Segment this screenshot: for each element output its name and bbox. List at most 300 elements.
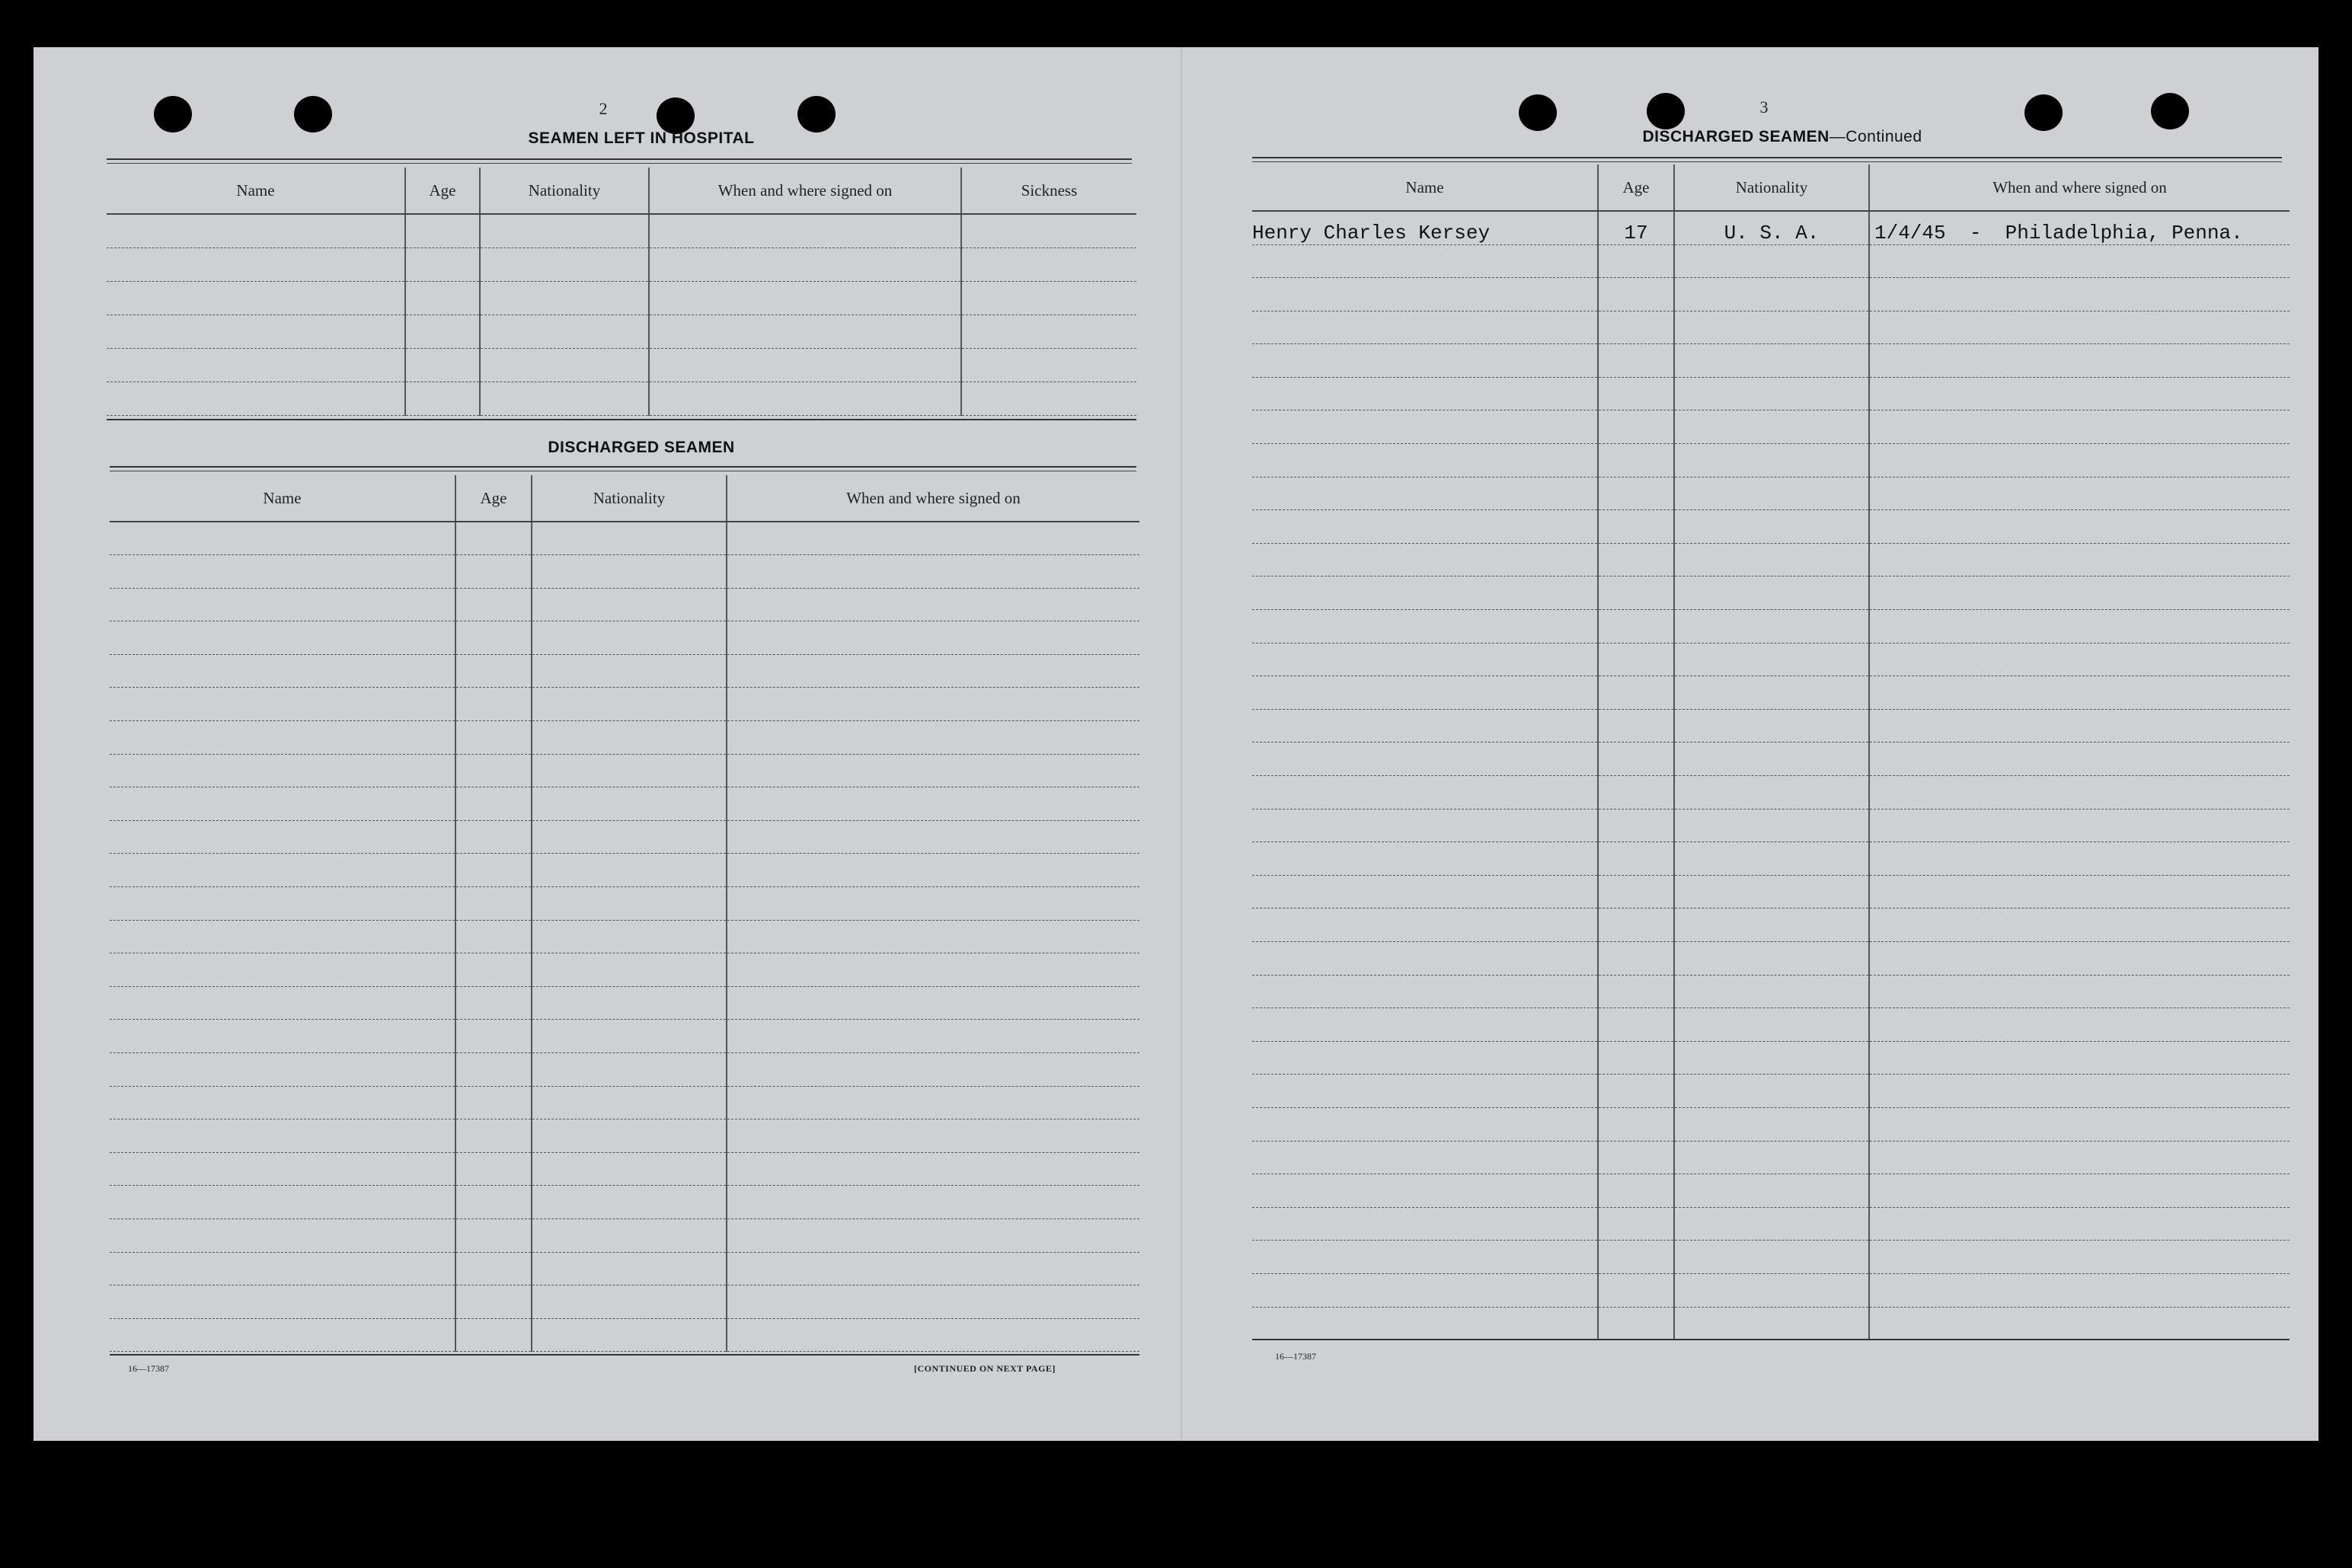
table-row	[1252, 1174, 2290, 1208]
table-cell	[110, 621, 455, 655]
table-cell	[1674, 941, 1869, 975]
table-cell	[1598, 477, 1674, 510]
punch-hole	[1519, 94, 1557, 131]
table-cell	[1674, 1141, 1869, 1174]
table-cell	[1869, 543, 2290, 576]
table-row	[110, 820, 1139, 854]
table-cell	[110, 1285, 455, 1319]
table-row	[1252, 1141, 2290, 1174]
table-cell	[405, 348, 480, 382]
entry-nationality: U. S. A.	[1674, 211, 1869, 244]
table-cell	[649, 247, 961, 281]
punch-hole	[797, 96, 836, 133]
table-cell	[1598, 244, 1674, 278]
table-cell	[1869, 975, 2290, 1008]
table-cell	[1598, 1141, 1674, 1174]
table-cell	[1674, 709, 1869, 742]
table-cell	[1252, 1241, 1598, 1274]
table-cell	[1674, 311, 1869, 344]
table-cell	[1674, 610, 1869, 643]
table-cell	[532, 1119, 727, 1153]
table-row	[110, 920, 1139, 953]
table-cell	[455, 1086, 532, 1119]
table-cell	[1598, 1273, 1674, 1307]
table-row	[1252, 211, 2290, 244]
table-cell	[1598, 444, 1674, 477]
table-cell	[532, 787, 727, 821]
table-row	[1252, 742, 2290, 776]
table-cell	[1674, 244, 1869, 278]
table-cell	[532, 887, 727, 921]
table-row	[110, 1020, 1139, 1053]
table-cell	[1869, 278, 2290, 311]
table-cell	[1674, 477, 1869, 510]
table-cell	[1869, 1241, 2290, 1274]
table-cell	[1252, 776, 1598, 810]
table-row	[1252, 1307, 2290, 1340]
discharged-bottom-rule	[110, 1354, 1139, 1356]
table-row	[1252, 1075, 2290, 1108]
table-cell	[1598, 1207, 1674, 1241]
table-cell	[110, 787, 455, 821]
table-row	[1252, 1273, 2290, 1307]
table-cell	[480, 247, 649, 281]
hospital-table	[107, 168, 1136, 416]
table-cell	[532, 953, 727, 987]
table-cell	[1674, 909, 1869, 942]
table-cell	[727, 1020, 1139, 1053]
table-cell	[1252, 1141, 1598, 1174]
table-cell	[1598, 1075, 1674, 1108]
table-cell	[1869, 842, 2290, 876]
table-cell	[1252, 410, 1598, 444]
page-fold	[1181, 47, 1182, 1441]
table-cell	[532, 1285, 727, 1319]
form-number-right: 16—17387	[1275, 1351, 1316, 1362]
punch-hole	[2151, 93, 2189, 129]
table-cell	[455, 721, 532, 755]
table-cell	[649, 348, 961, 382]
table-cell	[455, 688, 532, 721]
table-cell	[1869, 311, 2290, 344]
table-cell	[1674, 676, 1869, 710]
table-cell	[532, 522, 727, 555]
table-cell	[110, 887, 455, 921]
table-cell	[1252, 311, 1598, 344]
table-cell	[455, 588, 532, 621]
discharged-continued-title	[1272, 128, 2293, 146]
table-cell	[455, 555, 532, 589]
col-header-name: Name	[1252, 164, 1598, 211]
table-cell	[727, 1053, 1139, 1087]
table-cell	[110, 522, 455, 555]
table-cell	[1869, 1075, 2290, 1108]
table-cell	[532, 1186, 727, 1219]
table-cell	[1674, 1207, 1869, 1241]
table-cell	[107, 214, 405, 247]
table-cell	[1252, 576, 1598, 610]
table-cell	[110, 953, 455, 987]
table-cell	[455, 887, 532, 921]
hospital-bottom-rule	[107, 419, 1136, 420]
table-row	[1252, 377, 2290, 410]
table-cell	[455, 1318, 532, 1352]
table-row	[110, 1186, 1139, 1219]
table-row	[1252, 510, 2290, 544]
table-cell	[1869, 377, 2290, 410]
table-row	[110, 1252, 1139, 1285]
table-row	[1252, 543, 2290, 576]
table-cell	[1598, 909, 1674, 942]
table-cell	[1252, 842, 1598, 876]
table-cell	[107, 315, 405, 348]
table-cell	[1598, 1107, 1674, 1141]
table-cell	[532, 1252, 727, 1285]
table-cell	[1252, 1307, 1598, 1340]
table-cell	[727, 654, 1139, 688]
table-cell	[1598, 941, 1674, 975]
table-cell	[727, 1186, 1139, 1219]
table-cell	[532, 1318, 727, 1352]
table-cell	[727, 1318, 1139, 1352]
table-cell	[532, 1152, 727, 1186]
table-cell	[532, 854, 727, 887]
table-cell	[1674, 576, 1869, 610]
form-number-left: 16—17387	[128, 1363, 169, 1374]
table-row	[110, 1285, 1139, 1319]
table-cell	[1598, 742, 1674, 776]
table-cell	[532, 1086, 727, 1119]
table-cell	[727, 1152, 1139, 1186]
table-cell	[1674, 975, 1869, 1008]
table-cell	[961, 315, 1136, 348]
table-row	[1252, 1241, 2290, 1274]
table-row	[110, 1318, 1139, 1352]
table-row	[1252, 410, 2290, 444]
table-cell	[532, 588, 727, 621]
table-row	[1252, 776, 2290, 810]
table-row	[110, 1053, 1139, 1087]
table-cell	[110, 1020, 455, 1053]
table-cell	[727, 1252, 1139, 1285]
table-cell	[1252, 1041, 1598, 1075]
table-cell	[455, 754, 532, 787]
table-row	[1252, 709, 2290, 742]
right-bottom-rule	[1252, 1339, 2290, 1340]
table-cell	[727, 787, 1139, 821]
table-cell	[727, 854, 1139, 887]
table-cell	[1869, 676, 2290, 710]
hospital-top-rule	[107, 158, 1132, 160]
table-cell	[1674, 1174, 1869, 1208]
table-cell	[110, 1318, 455, 1352]
table-cell	[1252, 941, 1598, 975]
table-cell	[1674, 510, 1869, 544]
table-cell	[1598, 709, 1674, 742]
table-cell	[405, 281, 480, 315]
table-cell	[1674, 1241, 1869, 1274]
table-cell	[405, 247, 480, 281]
table-cell	[649, 281, 961, 315]
table-cell	[455, 522, 532, 555]
table-cell	[107, 382, 405, 415]
col-header-signed-on: When and where signed on	[727, 475, 1139, 522]
table-cell	[110, 1252, 455, 1285]
table-cell	[1674, 842, 1869, 876]
table-cell	[1869, 576, 2290, 610]
table-cell	[405, 382, 480, 415]
table-cell	[1252, 1174, 1598, 1208]
table-cell	[1869, 776, 2290, 810]
table-cell	[110, 1119, 455, 1153]
table-row	[107, 382, 1136, 415]
table-cell	[455, 953, 532, 987]
table-cell	[1598, 676, 1674, 710]
table-cell	[110, 920, 455, 953]
table-cell	[532, 986, 727, 1020]
table-cell	[110, 721, 455, 755]
table-cell	[110, 854, 455, 887]
table-row	[110, 654, 1139, 688]
table-cell	[727, 953, 1139, 987]
table-row	[110, 1152, 1139, 1186]
punch-hole	[1647, 93, 1685, 129]
table-cell	[1252, 477, 1598, 510]
table-cell	[727, 522, 1139, 555]
table-row	[110, 1218, 1139, 1252]
col-header-age: Age	[405, 168, 480, 214]
table-cell	[1252, 1075, 1598, 1108]
table-cell	[1674, 1041, 1869, 1075]
continued-note: [CONTINUED ON NEXT PAGE]	[914, 1363, 1056, 1374]
table-row	[1252, 244, 2290, 278]
entry-name: Henry Charles Kersey	[1252, 211, 1598, 244]
table-cell	[110, 754, 455, 787]
table-row	[1252, 676, 2290, 710]
table-cell	[110, 555, 455, 589]
table-cell	[532, 555, 727, 589]
table-row	[110, 588, 1139, 621]
table-cell	[110, 1086, 455, 1119]
table-cell	[1598, 1241, 1674, 1274]
table-cell	[110, 986, 455, 1020]
table-cell	[1674, 1273, 1869, 1307]
table-cell	[455, 854, 532, 887]
table-cell	[110, 1218, 455, 1252]
table-cell	[1674, 643, 1869, 676]
col-header-age: Age	[1598, 164, 1674, 211]
table-cell	[532, 1218, 727, 1252]
punch-hole	[154, 96, 192, 133]
table-cell	[480, 281, 649, 315]
table-cell	[1869, 909, 2290, 942]
table-cell	[1674, 1107, 1869, 1141]
table-cell	[405, 214, 480, 247]
document-sheet	[34, 47, 2318, 1441]
table-cell	[1598, 1174, 1674, 1208]
table-cell	[727, 588, 1139, 621]
table-cell	[1869, 1207, 2290, 1241]
table-cell	[1869, 477, 2290, 510]
table-cell	[1252, 676, 1598, 710]
discharged-section-title: DISCHARGED SEAMEN	[548, 439, 735, 456]
table-cell	[1252, 278, 1598, 311]
table-row	[107, 247, 1136, 281]
table-cell	[1598, 643, 1674, 676]
table-cell	[1869, 244, 2290, 278]
table-row	[110, 621, 1139, 655]
table-cell	[1869, 742, 2290, 776]
table-cell	[1598, 576, 1674, 610]
table-cell	[1598, 776, 1674, 810]
table-cell	[1869, 344, 2290, 378]
table-cell	[1869, 941, 2290, 975]
table-cell	[1252, 444, 1598, 477]
table-cell	[1252, 377, 1598, 410]
table-cell	[1598, 975, 1674, 1008]
table-cell	[532, 820, 727, 854]
col-header-signed-on: When and where signed on	[649, 168, 961, 214]
table-cell	[1252, 344, 1598, 378]
table-row	[1252, 1107, 2290, 1141]
table-cell	[532, 654, 727, 688]
entry-age: 17	[1598, 211, 1674, 244]
table-row	[1252, 610, 2290, 643]
table-cell	[1674, 1307, 1869, 1340]
table-cell	[455, 787, 532, 821]
table-cell	[1674, 809, 1869, 842]
col-header-sickness: Sickness	[961, 168, 1136, 214]
table-row	[1252, 941, 2290, 975]
table-row	[1252, 477, 2290, 510]
table-cell	[1869, 875, 2290, 909]
table-cell	[455, 920, 532, 953]
table-cell	[1598, 842, 1674, 876]
table-cell	[1869, 1041, 2290, 1075]
table-cell	[532, 1053, 727, 1087]
table-cell	[110, 820, 455, 854]
table-cell	[727, 820, 1139, 854]
table-cell	[1252, 1008, 1598, 1042]
table-row	[1252, 311, 2290, 344]
table-row	[1252, 1008, 2290, 1042]
table-cell	[1598, 875, 1674, 909]
table-cell	[1598, 809, 1674, 842]
table-cell	[1598, 377, 1674, 410]
table-row	[1252, 1041, 2290, 1075]
table-cell	[1252, 643, 1598, 676]
table-row	[1252, 1207, 2290, 1241]
table-cell	[1598, 410, 1674, 444]
table-cell	[1598, 344, 1674, 378]
table-cell	[1252, 975, 1598, 1008]
table-cell	[1674, 444, 1869, 477]
table-cell	[1252, 909, 1598, 942]
right-top-rule	[1252, 157, 2282, 158]
table-row	[110, 1086, 1139, 1119]
table-cell	[649, 214, 961, 247]
table-cell	[532, 721, 727, 755]
table-cell	[1869, 1307, 2290, 1340]
table-row	[1252, 875, 2290, 909]
table-cell	[1252, 610, 1598, 643]
col-header-nationality: Nationality	[480, 168, 649, 214]
table-row	[110, 555, 1139, 589]
table-cell	[1674, 875, 1869, 909]
table-cell	[480, 214, 649, 247]
table-cell	[107, 281, 405, 315]
col-header-age: Age	[455, 475, 532, 522]
table-row	[1252, 344, 2290, 378]
entry-signed-on: 1/4/45 - Philadelphia, Penna.	[1869, 211, 2290, 244]
table-cell	[1869, 610, 2290, 643]
table-cell	[727, 920, 1139, 953]
table-cell	[1674, 278, 1869, 311]
table-row	[110, 721, 1139, 755]
table-cell	[727, 1285, 1139, 1319]
table-cell	[1869, 643, 2290, 676]
table-row	[110, 854, 1139, 887]
table-cell	[480, 382, 649, 415]
table-cell	[455, 1218, 532, 1252]
table-cell	[1869, 809, 2290, 842]
table-cell	[455, 621, 532, 655]
table-row	[110, 953, 1139, 987]
col-header-name: Name	[107, 168, 405, 214]
table-cell	[961, 382, 1136, 415]
table-cell	[1869, 510, 2290, 544]
table-cell	[1869, 1107, 2290, 1141]
table-cell	[455, 1285, 532, 1319]
table-cell	[110, 1152, 455, 1186]
table-row	[1252, 975, 2290, 1008]
table-row	[1252, 278, 2290, 311]
table-cell	[455, 1186, 532, 1219]
discharged-continued-title-suffix: —Continued	[1829, 128, 1922, 145]
table-cell	[480, 315, 649, 348]
page-number-right: 3	[1759, 97, 1769, 117]
table-cell	[1252, 1207, 1598, 1241]
table-cell	[649, 382, 961, 415]
punch-hole	[2024, 94, 2063, 131]
table-cell	[1869, 410, 2290, 444]
table-cell	[455, 1252, 532, 1285]
table-cell	[961, 281, 1136, 315]
discharged-table-left	[110, 475, 1139, 1352]
hospital-top-rule-thin	[107, 163, 1132, 164]
table-cell	[727, 1119, 1139, 1153]
table-cell	[480, 348, 649, 382]
table-cell	[727, 555, 1139, 589]
table-cell	[1252, 1107, 1598, 1141]
table-row	[1252, 842, 2290, 876]
table-cell	[1598, 1307, 1674, 1340]
table-cell	[1252, 875, 1598, 909]
table-cell	[532, 754, 727, 787]
table-cell	[1869, 709, 2290, 742]
table-cell	[455, 820, 532, 854]
table-cell	[1869, 1141, 2290, 1174]
table-cell	[1674, 344, 1869, 378]
table-cell	[455, 1119, 532, 1153]
table-cell	[1598, 510, 1674, 544]
table-cell	[1252, 809, 1598, 842]
table-cell	[455, 654, 532, 688]
table-cell	[727, 887, 1139, 921]
table-cell	[1869, 1174, 2290, 1208]
punch-hole	[294, 96, 332, 133]
col-header-signed-on: When and where signed on	[1869, 164, 2290, 211]
